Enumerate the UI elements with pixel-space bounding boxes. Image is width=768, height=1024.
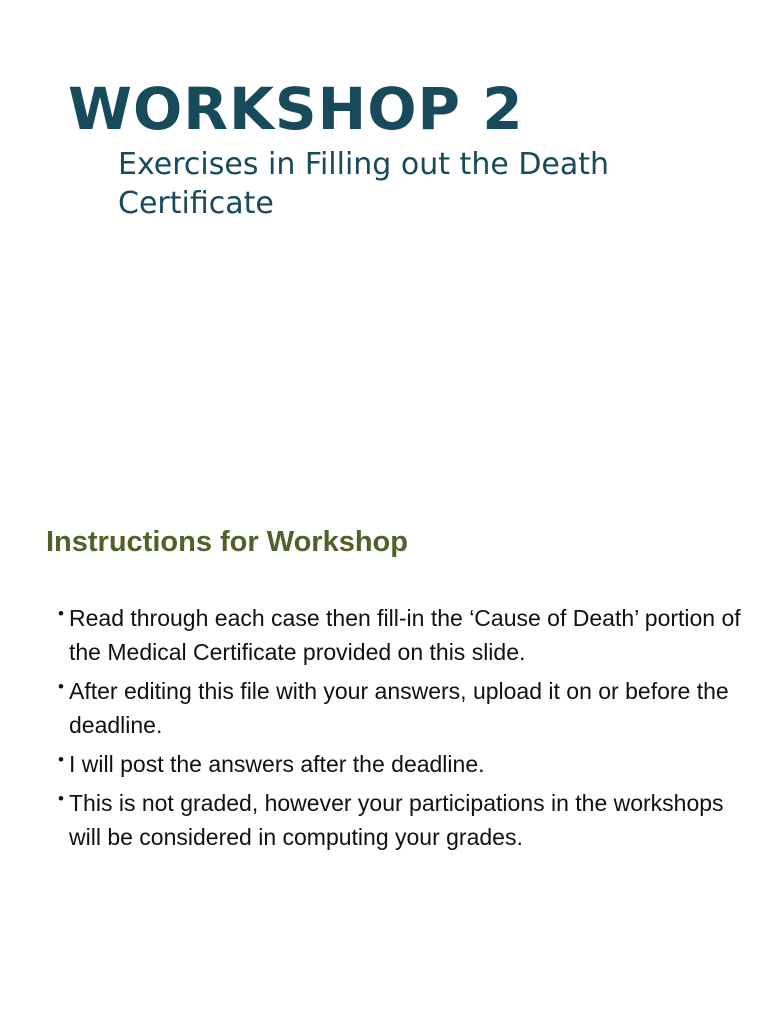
instruction-item-4 bbox=[58, 786, 748, 854]
bullet-icon: • bbox=[58, 677, 64, 696]
instruction-item-1 bbox=[58, 601, 748, 669]
slide-subtitle: Exercises in Filling out the Death Certificate bbox=[118, 147, 610, 221]
instruction-text: This is not graded, however your participations in the workshops will be considered in computing your grades. bbox=[69, 790, 724, 850]
instruction-item-2 bbox=[58, 674, 748, 742]
bullet-icon: • bbox=[58, 604, 64, 623]
bullet-icon: • bbox=[58, 750, 64, 769]
instruction-text: After editing this file with your answers, upload it on or before the deadline. bbox=[69, 678, 729, 738]
bullet-icon: • bbox=[58, 789, 64, 808]
instruction-text: Read through each case then fill-in the ‘Cause of Death’ portion of the Medical Certificate provided on this slide. bbox=[69, 605, 741, 665]
slide-title: WORKSHOP 2 bbox=[68, 75, 524, 143]
instruction-text: I will post the answers after the deadline. bbox=[69, 751, 485, 777]
instruction-item-3 bbox=[58, 747, 748, 781]
instructions-list bbox=[58, 601, 748, 859]
instructions-heading: Instructions for Workshop bbox=[46, 526, 408, 558]
